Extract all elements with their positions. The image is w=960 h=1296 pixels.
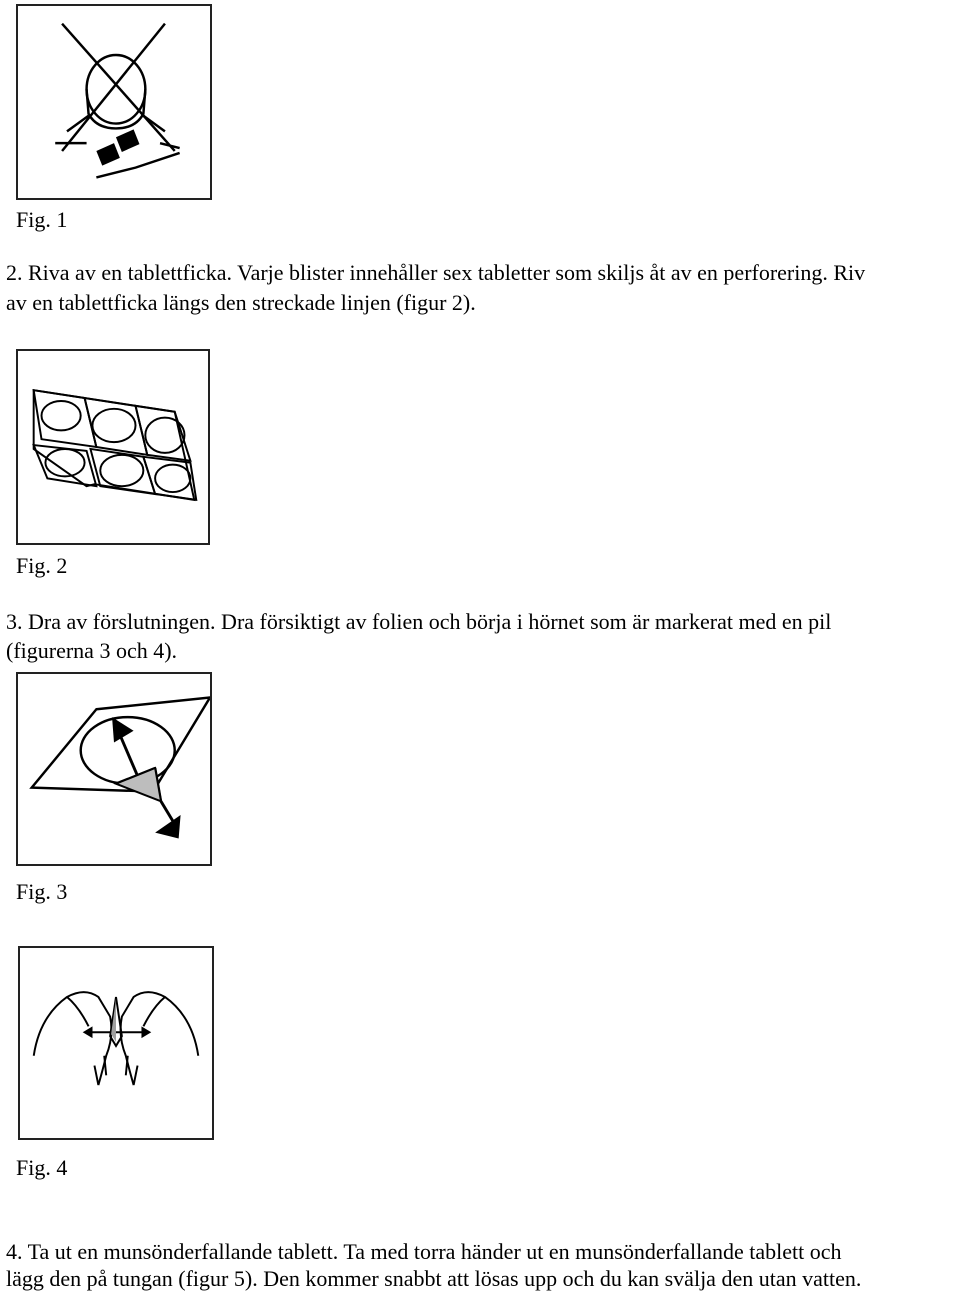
step-3-line-2: (figurerna 3 och 4). — [6, 638, 178, 663]
figure-2-image — [16, 349, 210, 545]
figure-3-caption: Fig. 3 — [16, 879, 68, 904]
step-4-line-2: lägg den på tungan (figur 5). Den kommer snabbt att lösas upp och du kan svälja den utan vatten. — [6, 1266, 862, 1291]
figure-1-image — [16, 4, 212, 200]
crossed-out-push-tablet-icon — [18, 6, 210, 198]
step-2-line-1: 2. Riva av en tablettficka. Varje blister innehåller sex tabletter som skiljs åt av en perforering. Riv — [6, 260, 866, 285]
hands-peeling-foil-icon — [20, 948, 212, 1138]
figure-4-caption: Fig. 4 — [16, 1155, 68, 1180]
blister-peel-corner-arrow-icon — [18, 674, 210, 864]
figure-2-caption: Fig. 2 — [16, 553, 68, 578]
step-2-line-2: av en tablettficka längs den streckade linjen (figur 2). — [6, 290, 476, 315]
figure-4-image — [18, 946, 214, 1140]
step-3-line-1: 3. Dra av förslutningen. Dra försiktigt av folien och börja i hörnet som är markerat med en pil — [6, 609, 832, 634]
figure-1-caption: Fig. 1 — [16, 207, 68, 232]
step-4-line-1: 4. Ta ut en munsönderfallande tablett. Ta med torra händer ut en munsönderfallande tablett och — [6, 1239, 842, 1264]
blister-six-tablets-icon — [18, 351, 208, 543]
figure-3-image — [16, 672, 212, 866]
